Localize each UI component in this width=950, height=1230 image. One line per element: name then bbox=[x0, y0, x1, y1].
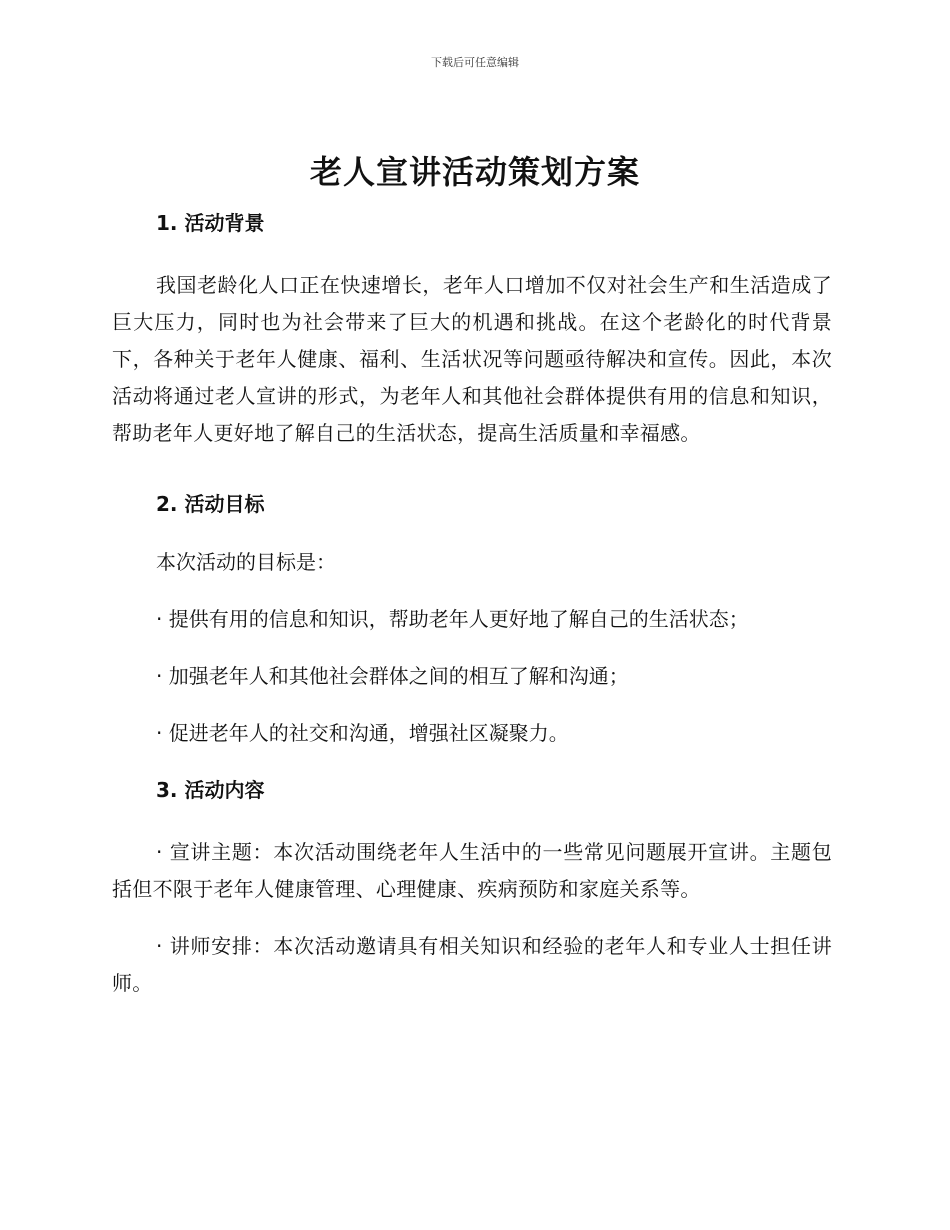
goals-intro: 本次活动的目标是： bbox=[156, 550, 336, 574]
content-item-lecturers: · 讲师安排：本次活动邀请具有相关知识和经验的老年人和专业人士担任讲师。 bbox=[112, 934, 832, 995]
document-title: 老人宣讲活动策划方案 bbox=[309, 153, 640, 191]
section-heading-background: 1. 活动背景 bbox=[156, 211, 265, 235]
goal-item: · 加强老年人和其他社会群体之间的相互了解和沟通； bbox=[156, 664, 629, 688]
content-item-topic: · 宣讲主题：本次活动围绕老年人生活中的一些常见问题展开宣讲。主题包括但不限于老年人健康管理、心理健康、疾病预防和家庭关系等。 bbox=[112, 840, 832, 901]
background-paragraph: 我国老龄化人口正在快速增长，老年人口增加不仅对社会生产和生活造成了巨大压力，同时也为社会带来了巨大的机遇和挑战。在这个老龄化的时代背景下，各种关于老年人健康、福利、生活状况等问题亟待解决和宣传。因此，本次活动将通过老人宣讲的形式，为老年人和其他社会群体提供有用的信息和知识，帮助老年人更好地了解自己的生活状态，提高生活质量和幸福感。 bbox=[112, 273, 832, 445]
document-body bbox=[112, 200, 832, 1002]
goal-item: · 促进老年人的社交和沟通，增强社区凝聚力。 bbox=[156, 721, 569, 745]
section-heading-goals: 2. 活动目标 bbox=[156, 492, 265, 516]
goal-item: · 提供有用的信息和知识，帮助老年人更好地了解自己的生活状态； bbox=[156, 607, 749, 631]
header-note: 下载后可任意编辑 bbox=[431, 56, 519, 69]
section-heading-content: 3. 活动内容 bbox=[156, 778, 265, 802]
